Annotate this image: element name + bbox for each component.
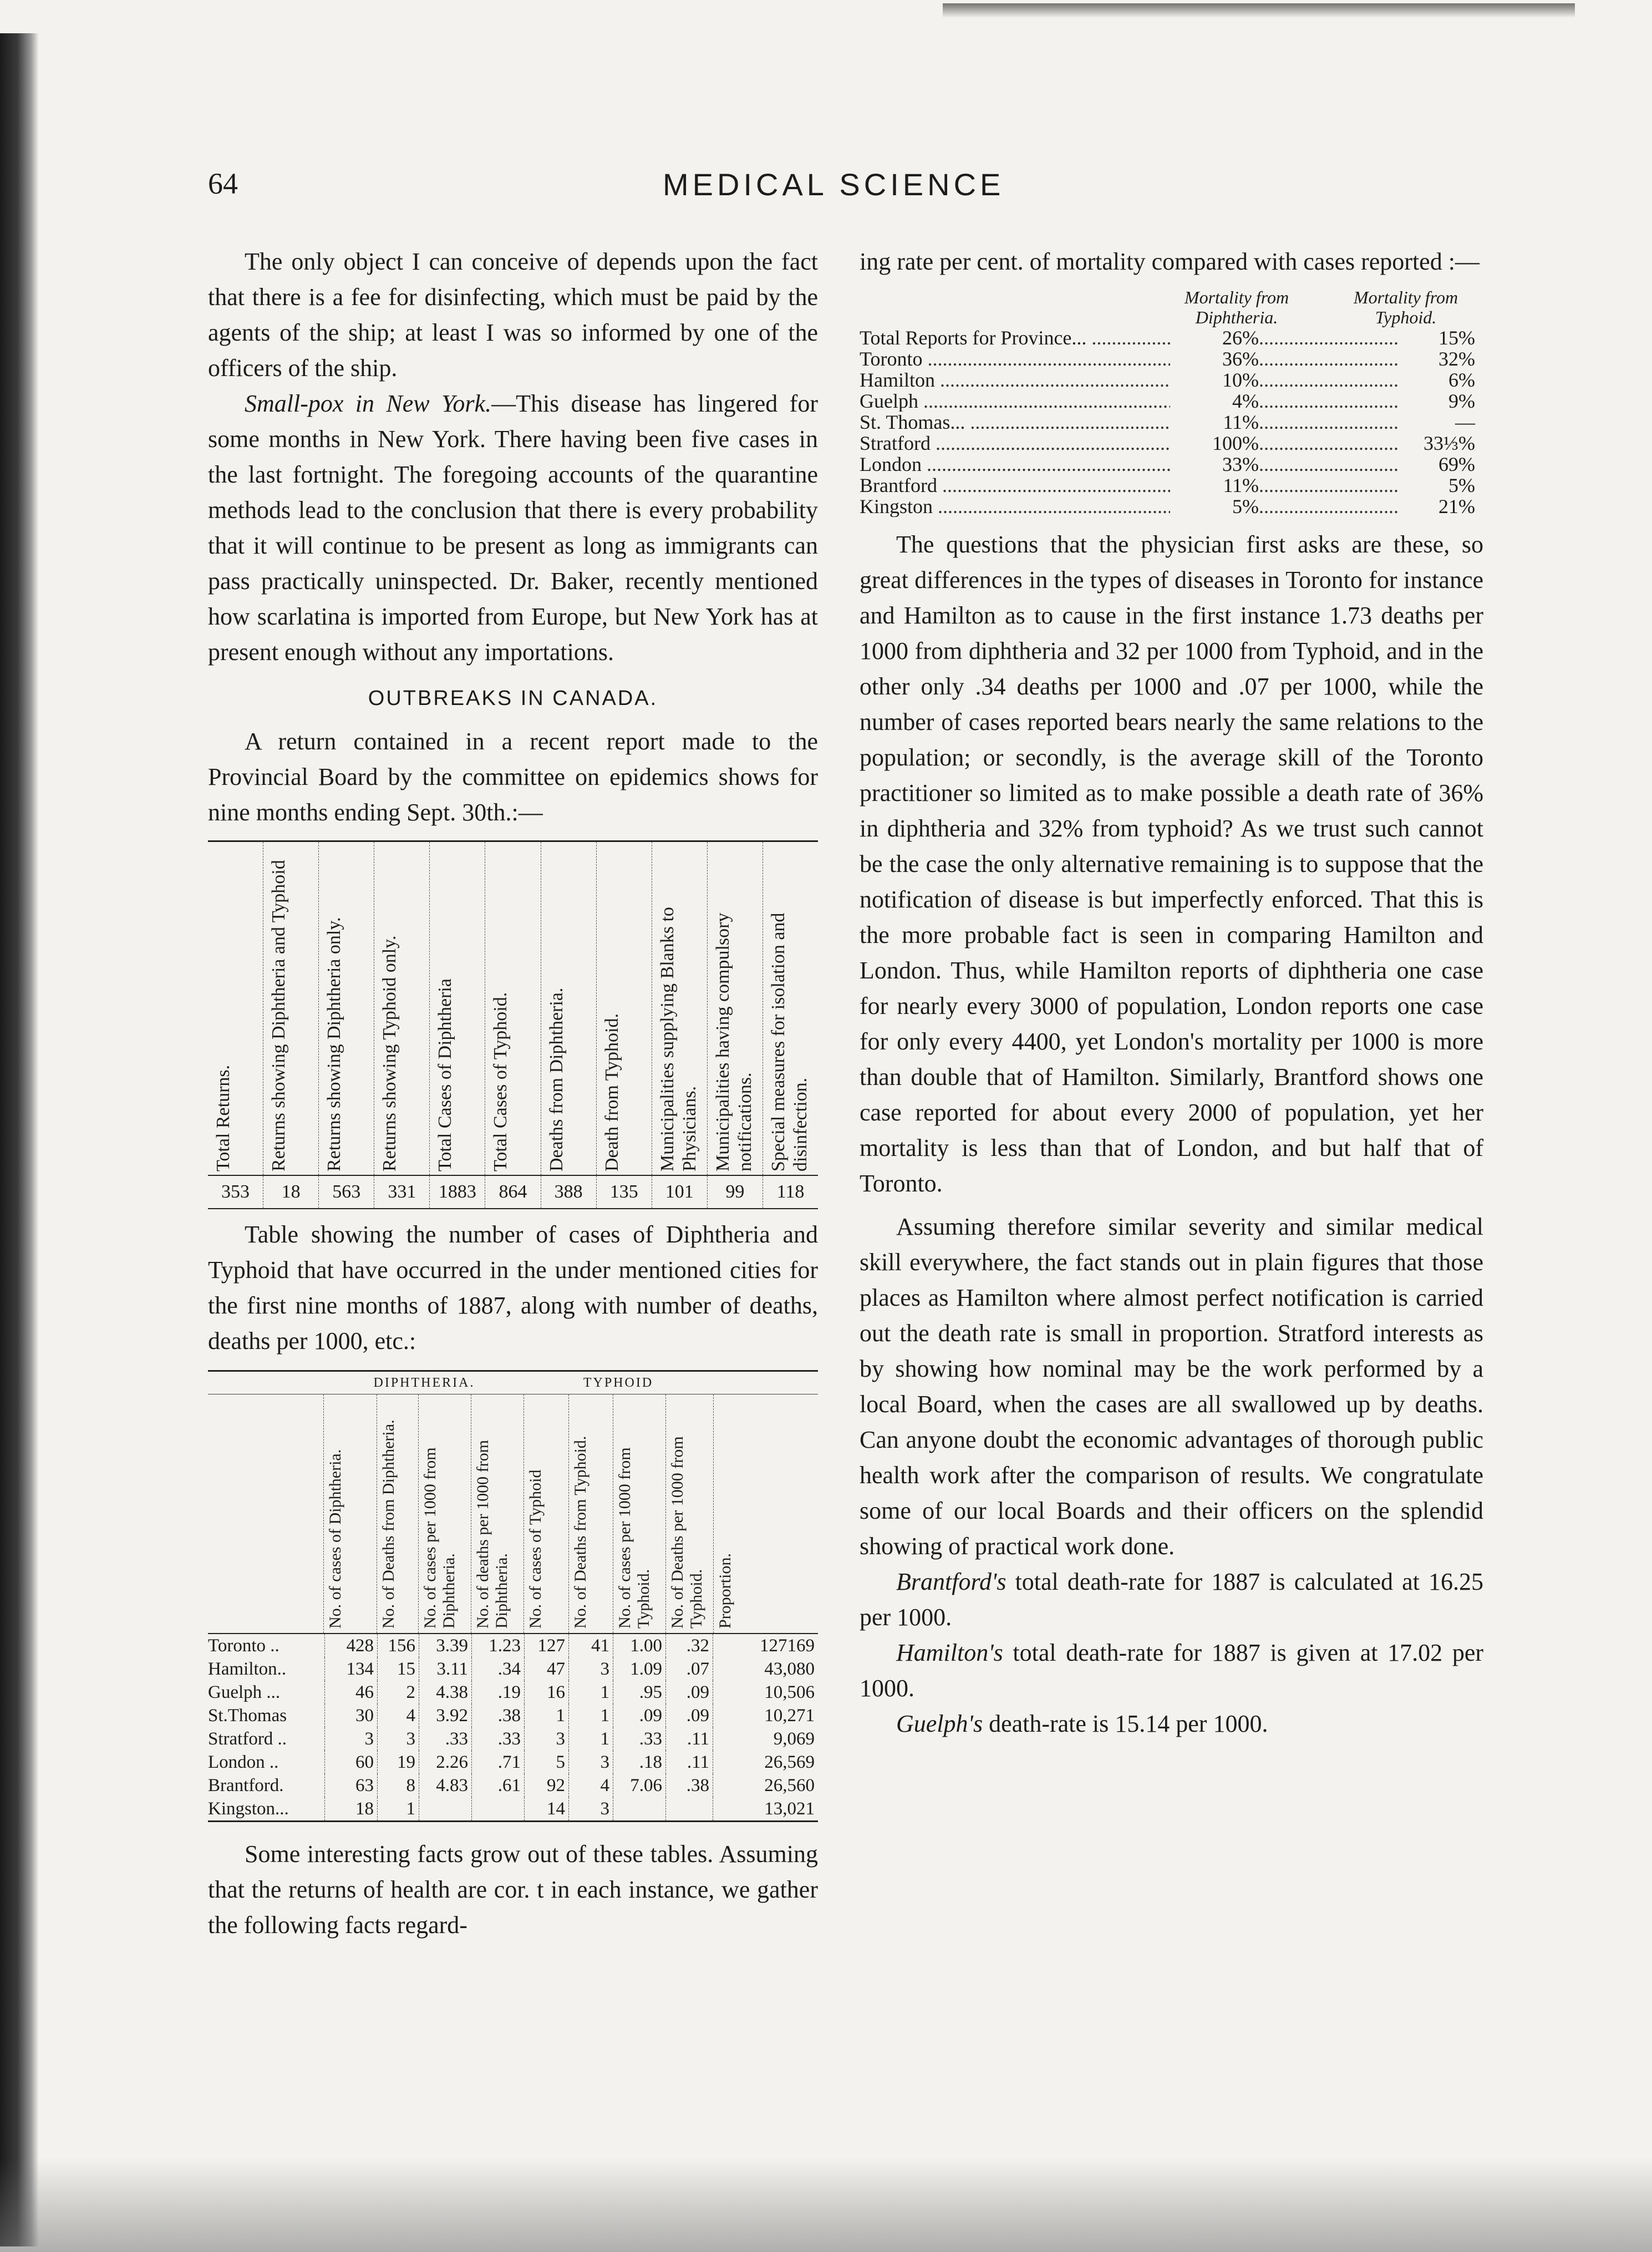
table-cell: 92 xyxy=(524,1774,568,1797)
table-cell: 1.23 xyxy=(471,1634,524,1657)
returns-header-cell xyxy=(596,842,652,1175)
cities-table-body xyxy=(208,1634,818,1820)
table-cell: .18 xyxy=(613,1751,665,1774)
table-cell: 15 xyxy=(377,1657,419,1681)
mortality-row xyxy=(860,454,1483,475)
cities-header-label: Proportion. xyxy=(715,1553,734,1629)
mortality-place xyxy=(860,369,1170,390)
returns-value: 353 xyxy=(221,1181,250,1202)
table-cell: .61 xyxy=(471,1774,524,1797)
table-cell: .33 xyxy=(613,1727,665,1751)
returns-header-cell xyxy=(541,842,596,1175)
mortality-row xyxy=(860,327,1483,348)
city-name: Stratford .. xyxy=(208,1729,287,1749)
table-cell: 134 xyxy=(324,1657,377,1681)
table-cell: 127 xyxy=(524,1634,568,1657)
mortality-typhoid: 15% xyxy=(1438,327,1475,349)
returns-header-cell xyxy=(263,842,318,1175)
mortality-diphtheria: 4% xyxy=(1232,390,1259,412)
table-cell: 10,506 xyxy=(713,1681,818,1704)
mortality-place xyxy=(860,390,1170,412)
mortality-typhoid: 69% xyxy=(1438,453,1475,475)
guelph-lead: Guelph's xyxy=(896,1710,983,1737)
table-row xyxy=(208,1797,818,1820)
mortality-place-label: St. Thomas... xyxy=(860,412,965,433)
mortality-typhoid: 21% xyxy=(1438,495,1475,518)
city-name: St.Thomas xyxy=(208,1706,287,1726)
paragraph-return: A return contained in a recent report made to the Provincial Board by the committee on epidemics shows for nine months ending Sept. 30th.:— xyxy=(208,728,818,826)
table-cell: 127169 xyxy=(713,1634,818,1657)
returns-header-label: Total Cases of Diphtheria xyxy=(435,978,456,1171)
cities-table-headers xyxy=(208,1394,818,1634)
mortality-place-label: Total Reports for Province... xyxy=(860,327,1087,348)
table-cell: 7.06 xyxy=(613,1774,665,1797)
table-cell: 10,271 xyxy=(713,1704,818,1727)
table-cell: 41 xyxy=(568,1634,613,1657)
dot-leader xyxy=(1259,433,1397,454)
cities-header-label: No. of cases of Diphtheria. xyxy=(326,1449,345,1629)
mortality-diphtheria: 33% xyxy=(1222,453,1259,475)
table-cell: 26,560 xyxy=(713,1774,818,1797)
paragraph-assuming: Assuming therefore similar severity and similar medical skill everywhere, the fact stands out in plain figures that those places as Hamilton where almost perfect notification is carried out the death rate is small in proportion. Stratford interests as by showing how nominal may be the work performed by a local Board, when the cases are all swallowed up by deaths. Can anyone doubt the economic advantages of thorough public health work after the comparison of results. We congratulate some of our local Boards and their officers on the splendid showing of practical work done. xyxy=(860,1213,1483,1560)
table-cell: .09 xyxy=(665,1704,713,1727)
returns-header-label: Municipalities having compulsory notifications. xyxy=(712,912,755,1171)
table-cell: 63 xyxy=(324,1774,377,1797)
table-cell: 14 xyxy=(524,1797,568,1820)
mortality-row xyxy=(860,475,1483,496)
table-cell: 1 xyxy=(524,1704,568,1727)
city-name: Toronto .. xyxy=(208,1636,279,1656)
mortality-place-label: Brantford xyxy=(860,475,937,496)
paragraph-hamilton xyxy=(860,1635,1483,1706)
cities-table-groups xyxy=(208,1372,818,1394)
table-cell: 5 xyxy=(524,1751,568,1774)
mortality-diphtheria: 11% xyxy=(1223,411,1259,433)
mortality-diphtheria: 5% xyxy=(1232,495,1259,518)
paragraph-mortality-intro: ing rate per cent. of mortality compared with cases reported :— xyxy=(860,248,1480,275)
table-cell: .33 xyxy=(471,1727,524,1751)
table-cell: 3.92 xyxy=(419,1704,471,1727)
cities-header-label: No. of cases per 1000 from Typhoid. xyxy=(616,1447,653,1629)
cities-header-label: No. of Deaths from Typhoid. xyxy=(571,1436,589,1629)
returns-value: 101 xyxy=(652,1176,707,1208)
paragraph-table-caption: Table showing the number of cases of Diphtheria and Typhoid that have occurred in the under mentioned cities for the first nine months of 1887, along with number of deaths, deaths per 1000, etc.: xyxy=(208,1221,818,1355)
mortality-diphtheria: 10% xyxy=(1222,369,1259,391)
table-cell: 18 xyxy=(324,1797,377,1820)
dot-leader xyxy=(1259,390,1397,412)
table-cell: .11 xyxy=(665,1751,713,1774)
returns-header-cell xyxy=(652,842,707,1175)
city-name: Guelph ... xyxy=(208,1682,281,1702)
table-cell: 13,021 xyxy=(713,1797,818,1820)
table-cell: 1 xyxy=(568,1727,613,1751)
mortality-place-label: Hamilton xyxy=(860,369,935,390)
mortality-place xyxy=(860,475,1170,496)
table-cell: 19 xyxy=(377,1751,419,1774)
mortality-row xyxy=(860,390,1483,412)
mortality-head-typhoid: Mortality from Typhoid. xyxy=(1353,287,1458,327)
mortality-place xyxy=(860,412,1170,433)
table-cell xyxy=(471,1797,524,1820)
table-cell xyxy=(665,1797,713,1820)
table-cell: 3 xyxy=(568,1797,613,1820)
returns-value: 388 xyxy=(541,1176,596,1208)
page-header xyxy=(208,166,1483,216)
returns-value: 99 xyxy=(707,1176,763,1208)
mortality-diphtheria: 26% xyxy=(1222,327,1259,349)
returns-header-cell xyxy=(429,842,485,1175)
cities-header-cell xyxy=(568,1394,613,1633)
group-diphtheria: DIPHTHERIA. xyxy=(373,1376,475,1390)
cities-header-cell xyxy=(323,1394,376,1633)
paragraph-smallpox xyxy=(208,386,818,670)
table-cell: 3 xyxy=(324,1727,377,1751)
hamilton-text: total death-rate for 1887 is given at 17.02 per 1000. xyxy=(860,1639,1483,1702)
mortality-typhoid: 6% xyxy=(1448,369,1475,391)
mortality-list xyxy=(860,287,1483,517)
mortality-place-label: Kingston xyxy=(860,496,933,517)
mortality-typhoid: 5% xyxy=(1448,474,1475,496)
table-cell: .95 xyxy=(613,1681,665,1704)
cities-header-label: No. of Deaths per 1000 from Typhoid. xyxy=(668,1436,706,1629)
table-cell: .38 xyxy=(665,1774,713,1797)
cities-header-label: No. of cases of Typhoid xyxy=(526,1469,545,1629)
table-row xyxy=(208,1727,818,1751)
table-cell: 46 xyxy=(324,1681,377,1704)
paragraph-facts: Some interesting facts grow out of these tables. Assuming that the returns of health are cor. t in each instance, we gather the following facts regard- xyxy=(208,1840,818,1939)
scan-bottom-shadow xyxy=(0,2158,1652,2252)
cities-header-cell xyxy=(523,1394,568,1633)
table-cell: 43,080 xyxy=(713,1657,818,1681)
table-cell: 4.38 xyxy=(419,1681,471,1704)
table-cell: 3 xyxy=(377,1727,419,1751)
table-row xyxy=(208,1704,818,1727)
returns-value: 1883 xyxy=(429,1176,485,1208)
returns-header-cell xyxy=(208,842,263,1175)
returns-header-label: Returns showing Diphtheria only. xyxy=(324,917,345,1171)
mortality-row xyxy=(860,369,1483,390)
returns-header-label: Death from Typhoid. xyxy=(601,1013,622,1171)
table-cell: 1 xyxy=(377,1797,419,1820)
mortality-typhoid: 33⅓% xyxy=(1424,432,1475,454)
cities-header-cell xyxy=(377,1394,418,1633)
cities-header-cell xyxy=(613,1394,665,1633)
table-cell: .34 xyxy=(471,1657,524,1681)
cities-header-cell xyxy=(665,1394,713,1633)
dot-leader xyxy=(1259,348,1397,369)
mortality-place xyxy=(860,433,1170,454)
table-cell: 3 xyxy=(524,1727,568,1751)
left-column xyxy=(208,244,818,1943)
table-cell: .09 xyxy=(665,1681,713,1704)
table-cell: .11 xyxy=(665,1727,713,1751)
table-cell: 156 xyxy=(377,1634,419,1657)
table-cell: 3.39 xyxy=(419,1634,471,1657)
table-cell: .38 xyxy=(471,1704,524,1727)
journal-title: MEDICAL SCIENCE xyxy=(663,167,1005,202)
table-row xyxy=(208,1634,818,1657)
table-cell: 16 xyxy=(524,1681,568,1704)
paragraph-guelph xyxy=(860,1706,1483,1742)
group-typhoid: TYPHOID xyxy=(583,1376,654,1390)
scan-binding-shadow xyxy=(0,33,39,2246)
table-cell: 4.83 xyxy=(419,1774,471,1797)
returns-header-cell xyxy=(318,842,374,1175)
mortality-place xyxy=(860,496,1170,517)
mortality-row xyxy=(860,433,1483,454)
scan-top-shadow xyxy=(943,3,1575,18)
cities-header-spacer xyxy=(208,1394,323,1633)
returns-header-cell xyxy=(763,842,818,1175)
returns-header-label: Returns showing Typhoid only. xyxy=(379,935,400,1171)
table-cell: 1 xyxy=(568,1704,613,1727)
returns-table-headers xyxy=(208,842,818,1176)
table-cell: 9,069 xyxy=(713,1727,818,1751)
table-cell: 428 xyxy=(324,1634,377,1657)
city-name: Kingston... xyxy=(208,1799,289,1819)
cities-header-label: No. of cases per 1000 from Diphtheria. xyxy=(420,1447,458,1629)
city-name: London .. xyxy=(208,1752,279,1772)
paragraph-questions: The questions that the physician first asks are these, so great differences in the types of diseases in Toronto for instance and Hamilton as to cause in the first instance 1.73 deaths per 1000 from diphtheria and 32 per 1000 from Typhoid, and in the other only .34 deaths per 1000 and .07 per 1000, while the number of cases reported bears nearly the same relations to the population; or secondly, is the average skill of the Toronto practitioner so limited as to make possible a death rate of 36% in diphtheria and 32% from typhoid? As we trust such cannot be the case the only alternative remaining is to suppose that the notification of disease is but imperfectly enforced. That this is the more probable fact is seen in comparing Hamilton and London. Thus, while Hamilton reports of diphtheria one case for nearly every 3000 of population, London reports one case for only every 4400, yet London's mortality per 1000 is more than double that of Hamilton. Similarly, Brantford shows one case reported for about every 2000 of population, yet her mortality is less than that of London, and but half that of Toronto. xyxy=(860,531,1483,1197)
table-cell: 60 xyxy=(324,1751,377,1774)
mortality-diphtheria: 36% xyxy=(1222,348,1259,370)
returns-table-values xyxy=(208,1176,818,1208)
table-cell: 1 xyxy=(568,1681,613,1704)
table-cell: .19 xyxy=(471,1681,524,1704)
table-cell: .33 xyxy=(419,1727,471,1751)
returns-header-label: Total Returns. xyxy=(213,1064,233,1171)
table-row xyxy=(208,1681,818,1704)
guelph-text: death-rate is 15.14 per 1000. xyxy=(983,1710,1268,1737)
table-cell: 1.09 xyxy=(613,1657,665,1681)
table-cell: 3 xyxy=(568,1751,613,1774)
table-cell xyxy=(613,1797,665,1820)
mortality-place-label: Stratford xyxy=(860,433,931,454)
returns-value: 563 xyxy=(318,1176,374,1208)
paragraph-disinfection-fee: The only object I can conceive of depends upon the fact that there is a fee for disinfecting, which must be paid by the agents of the ship; at least I was so informed by one of the officers of the ship. xyxy=(208,248,818,382)
mortality-place-label: Toronto xyxy=(860,348,923,369)
returns-header-cell xyxy=(707,842,763,1175)
table-cell: 4 xyxy=(377,1704,419,1727)
table-cell: 2 xyxy=(377,1681,419,1704)
mortality-typhoid: 9% xyxy=(1448,390,1475,412)
table-row xyxy=(208,1774,818,1797)
table-cell: 30 xyxy=(324,1704,377,1727)
table-cell: 47 xyxy=(524,1657,568,1681)
returns-value: 864 xyxy=(485,1176,540,1208)
mortality-place xyxy=(860,327,1170,348)
table-cell: 8 xyxy=(377,1774,419,1797)
dot-leader xyxy=(1259,412,1397,433)
dot-leader xyxy=(1259,475,1397,496)
returns-value: 18 xyxy=(263,1176,318,1208)
mortality-place-label: London xyxy=(860,454,922,475)
returns-header-label: Municipalities supplying Blanks to Physicians. xyxy=(657,907,700,1171)
returns-header-label: Total Cases of Typhoid. xyxy=(490,992,511,1171)
mortality-row xyxy=(860,348,1483,369)
table-row xyxy=(208,1657,818,1681)
table-cell xyxy=(419,1797,471,1820)
cities-header-label: No. of deaths per 1000 from Diphtheria. xyxy=(474,1440,511,1629)
section-heading: OUTBREAKS IN CANADA. xyxy=(368,687,658,710)
mortality-diphtheria: 100% xyxy=(1212,432,1259,454)
mortality-typhoid: 32% xyxy=(1438,348,1475,370)
paragraph-brantford xyxy=(860,1564,1483,1635)
dot-leader xyxy=(1259,327,1397,348)
returns-value: 118 xyxy=(763,1176,818,1208)
cities-table xyxy=(208,1370,818,1822)
mortality-place-label: Guelph xyxy=(860,390,918,412)
mortality-place xyxy=(860,454,1170,475)
table-cell: 4 xyxy=(568,1774,613,1797)
mortality-rows xyxy=(860,327,1483,517)
table-row xyxy=(208,1751,818,1774)
page-number: 64 xyxy=(208,167,238,200)
right-column xyxy=(860,244,1483,1742)
table-cell: 3 xyxy=(568,1657,613,1681)
mortality-typhoid: — xyxy=(1455,411,1475,433)
mortality-head-diphtheria: Mortality from Diphtheria. xyxy=(1184,287,1289,327)
cities-header-cell xyxy=(418,1394,471,1633)
table-cell: .07 xyxy=(665,1657,713,1681)
mortality-row xyxy=(860,412,1483,433)
table-cell: .71 xyxy=(471,1751,524,1774)
mortality-headers xyxy=(860,287,1483,327)
brantford-lead: Brantford's xyxy=(896,1568,1007,1595)
table-cell: 1.00 xyxy=(613,1634,665,1657)
returns-header-label: Deaths from Diphtheria. xyxy=(546,987,567,1171)
smallpox-text: —This disease has lingered for some months in New York. There having been five cases in the last fortnight. The foregoing accounts of the quarantine methods lead to the conclusion that there is every probability that it will continue to be present as long as immigrants can pass practically uninspected. Dr. Baker, recently mentioned how scarlatina is imported from Europe, but New York has at present enough without any importations. xyxy=(208,390,818,666)
mortality-diphtheria: 11% xyxy=(1223,474,1259,496)
returns-table xyxy=(208,840,818,1209)
returns-header-label: Returns showing Diphtheria and Typhoid xyxy=(268,860,289,1171)
dot-leader xyxy=(1259,454,1397,475)
cities-header-cell xyxy=(471,1394,523,1633)
returns-header-cell xyxy=(374,842,429,1175)
cities-header-cell xyxy=(713,1394,818,1633)
mortality-row xyxy=(860,496,1483,517)
returns-header-cell xyxy=(485,842,540,1175)
city-name: Brantford. xyxy=(208,1776,284,1795)
table-cell: .32 xyxy=(665,1634,713,1657)
mortality-place xyxy=(860,348,1170,369)
table-cell: 3.11 xyxy=(419,1657,471,1681)
returns-header-label: Special measures for isolation and disinfection. xyxy=(767,912,811,1171)
dot-leader xyxy=(1259,496,1397,517)
brantford-text: total death-rate for 1887 is calculated at 16.25 per 1000. xyxy=(860,1568,1483,1631)
table-cell: 26,569 xyxy=(713,1751,818,1774)
hamilton-lead: Hamilton's xyxy=(896,1639,1003,1666)
smallpox-lead: Small-pox in New York. xyxy=(245,390,492,417)
dot-leader xyxy=(1259,369,1397,390)
returns-value: 331 xyxy=(374,1176,429,1208)
cities-header-label: No. of Deaths from Diphtheria. xyxy=(379,1419,398,1629)
city-name: Hamilton.. xyxy=(208,1659,287,1679)
table-cell: 2.26 xyxy=(419,1751,471,1774)
table-cell: .09 xyxy=(613,1704,665,1727)
returns-value: 135 xyxy=(596,1176,652,1208)
